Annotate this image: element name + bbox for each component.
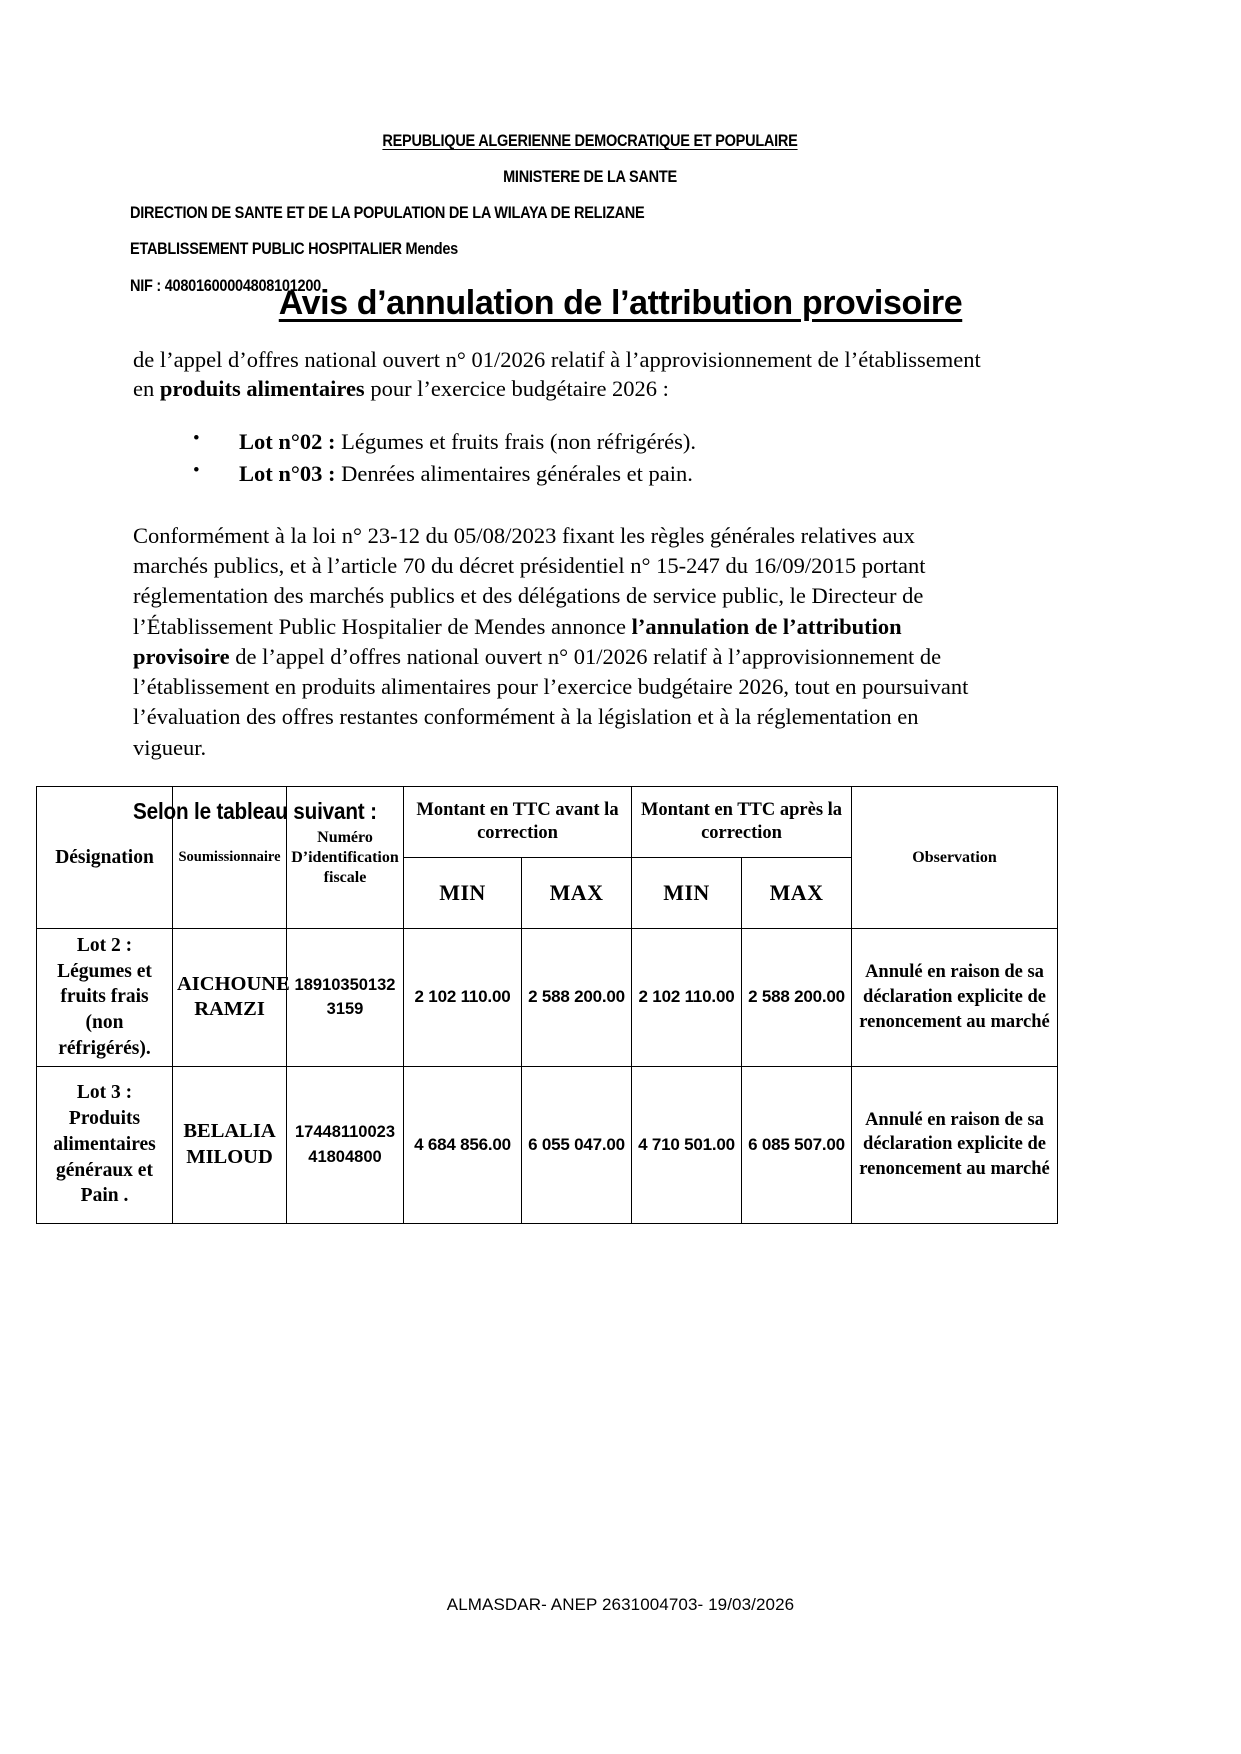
table-header-row-top xyxy=(37,787,1058,858)
cell-nif: 189103501323159 xyxy=(287,929,404,1067)
col-header-min-before: MIN xyxy=(404,858,522,929)
lot-label: Lot n°02 : xyxy=(239,428,336,454)
header-line-republic: REPUBLIQUE ALGERIENNE DEMOCRATIQUE ET POPULAIRE xyxy=(382,132,798,150)
lot-label: Lot n°03 : xyxy=(239,461,336,487)
cell-soumissionnaire: AICHOUNE RAMZI xyxy=(173,929,287,1067)
header-line-ministry: MINISTERE DE LA SANTE xyxy=(503,168,677,187)
col-header-max-after: MAX xyxy=(742,858,852,929)
lots-list xyxy=(133,426,988,491)
main-paragraph xyxy=(133,521,985,763)
col-header-amount-after: Montant en TTC après la correction xyxy=(632,787,852,858)
main-text-part2: de l’appel d’offres national ouvert n° 01/2026 relatif à l’approvisionnement de l’établissement en produits alimentaires pour l’exercice budgétaire 2026, tout en poursuivant l’évaluation des offres restantes conformément à la législation et à la réglementation en vigueur. xyxy=(133,643,969,760)
col-header-designation: Désignation xyxy=(37,787,173,929)
cell-min-after: 2 102 110.00 xyxy=(632,929,742,1067)
col-header-max-before: MAX xyxy=(522,858,632,929)
header-line-nif: NIF : 40801600004808101200 xyxy=(130,276,321,295)
col-header-nif: Numéro D’identification fiscale xyxy=(287,787,404,929)
col-header-min-after: MIN xyxy=(632,858,742,929)
results-table xyxy=(36,786,1058,1224)
cell-designation: Lot 2 : Légumes et fruits frais (non réfrigérés). xyxy=(37,929,173,1067)
cell-max-before: 2 588 200.00 xyxy=(522,929,632,1067)
document-footer: ALMASDAR- ANEP 2631004703- 19/03/2026 xyxy=(446,1595,795,1614)
col-header-soumissionnaire: Soumissionnaire xyxy=(173,787,287,929)
cell-max-after: 2 588 200.00 xyxy=(742,929,852,1067)
main-bold-cancellation: l’annulation de l’attribution provisoire xyxy=(133,613,902,669)
cell-nif: 1744811002341804800 xyxy=(287,1066,404,1223)
intro-text-part1: de l’appel d’offres national ouvert n° 01/2026 relatif à l’approvisionnement de l’établissement en xyxy=(133,347,981,402)
results-table-container xyxy=(36,786,1057,1224)
col-header-observation: Observation xyxy=(852,787,1058,929)
table-intro-label: Selon le tableau suivant : xyxy=(133,797,377,824)
intro-text-part2: pour l’exercice budgétaire 2026 : xyxy=(364,376,669,402)
main-text-part1: Conformément à la loi n° 23-12 du 05/08/2023 fixant les règles générales relatives aux marchés publics, et à l’article 70 du décret présidentiel n° 15-247 du 16/09/2015 portant réglementation des marchés publics et des délégations de service public, le Directeur de l’Établissement Public Hospitalier de Mendes annonce xyxy=(133,522,926,639)
table-row xyxy=(37,929,1058,1067)
cell-designation: Lot 3 : Produits alimentaires généraux et Pain . xyxy=(37,1066,173,1223)
lot-description: Légumes et fruits frais (non réfrigérés). xyxy=(335,428,696,454)
intro-paragraph xyxy=(133,345,988,404)
table-row xyxy=(37,1066,1058,1223)
list-item xyxy=(193,458,988,491)
cell-soumissionnaire: BELALIA MILOUD xyxy=(173,1066,287,1223)
header-line-establishment: ETABLISSEMENT PUBLIC HOSPITALIER Mendes xyxy=(130,240,458,259)
lot-description: Denrées alimentaires générales et pain. xyxy=(335,461,693,487)
cell-min-after: 4 710 501.00 xyxy=(632,1066,742,1223)
cell-max-after: 6 085 507.00 xyxy=(742,1066,852,1223)
col-header-amount-before: Montant en TTC avant la correction xyxy=(404,787,632,858)
cell-max-before: 6 055 047.00 xyxy=(522,1066,632,1223)
cell-min-before: 4 684 856.00 xyxy=(404,1066,522,1223)
cell-observation: Annulé en raison de sa déclaration explicite de renoncement au marché xyxy=(852,929,1058,1067)
intro-bold-products: produits alimentaires xyxy=(159,376,365,402)
list-item xyxy=(193,426,988,459)
page-title: Avis d’annulation de l’attribution provisoire xyxy=(278,284,963,322)
header-line-direction: DIRECTION DE SANTE ET DE LA POPULATION DE LA WILAYA DE RELIZANE xyxy=(130,204,645,223)
document-body xyxy=(133,345,988,827)
cell-min-before: 2 102 110.00 xyxy=(404,929,522,1067)
cell-observation: Annulé en raison de sa déclaration explicite de renoncement au marché xyxy=(852,1066,1058,1223)
